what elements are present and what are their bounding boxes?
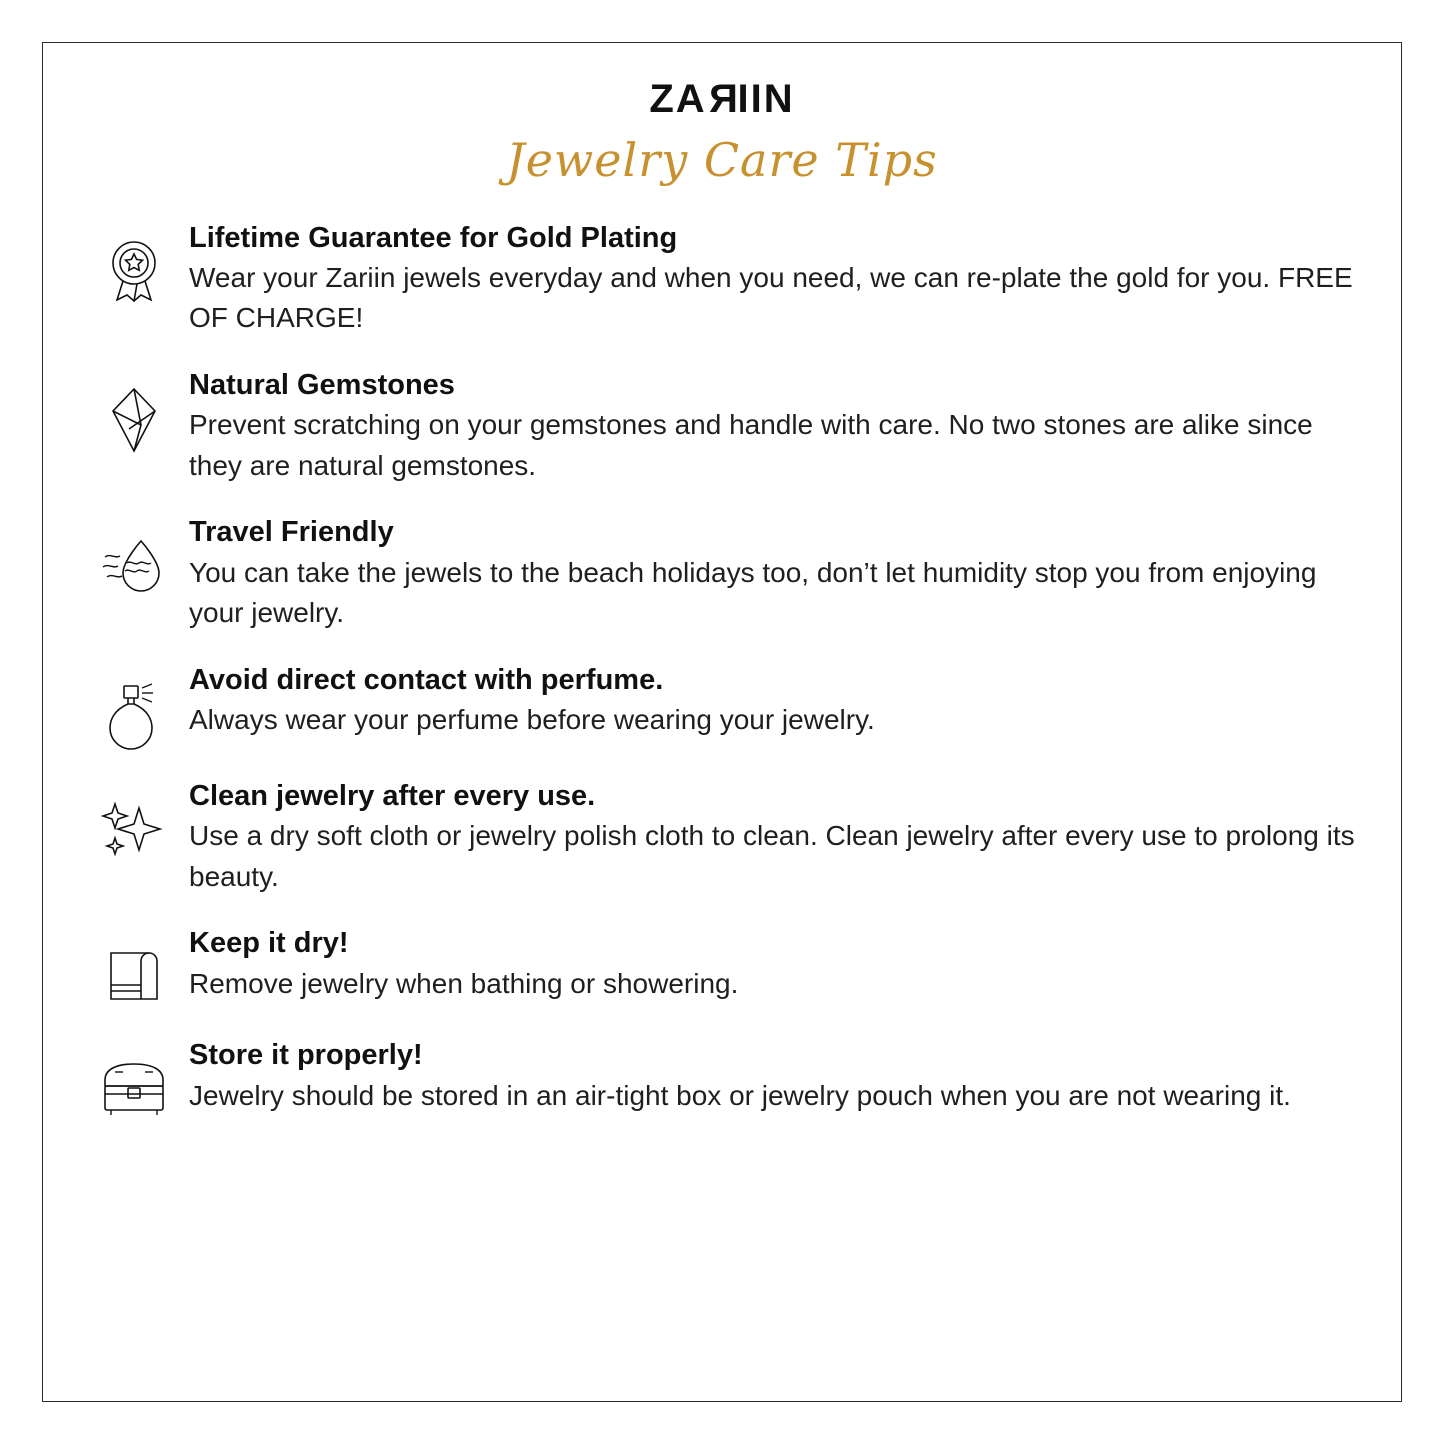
care-tips-card bbox=[42, 42, 1402, 1402]
tip-title: Lifetime Guarantee for Gold Plating bbox=[189, 221, 678, 254]
tips-list bbox=[43, 220, 1401, 1122]
tip-title: Clean jewelry after every use. bbox=[189, 779, 596, 812]
list-item bbox=[79, 778, 1377, 897]
tip-text: Prevent scratching on your gemstones and handle with care. No two stones are alike since they are natural gemstones. bbox=[189, 409, 1313, 481]
page-title: Jewelry Care Tips bbox=[506, 133, 938, 187]
list-item-body bbox=[189, 1037, 1377, 1116]
list-item bbox=[79, 220, 1377, 339]
tip-text: Use a dry soft cloth or jewelry polish cloth to clean. Clean jewelry after every use to prolong its beauty. bbox=[189, 820, 1355, 892]
list-item-body bbox=[189, 662, 1377, 741]
tip-text: Wear your Zariin jewels everyday and when you need, we can re-plate the gold for you. FREE OF CHARGE! bbox=[189, 261, 1353, 334]
gemstone-icon bbox=[79, 367, 189, 455]
list-item bbox=[79, 1037, 1377, 1121]
tip-text: You can take the jewels to the beach holidays too, don’t let humidity stop you from enjoying your jewelry. bbox=[189, 556, 1317, 629]
perfume-bottle-icon bbox=[79, 662, 189, 750]
tip-title: Travel Friendly bbox=[189, 516, 394, 549]
list-item bbox=[79, 925, 1377, 1009]
list-item-body bbox=[189, 925, 1377, 1004]
tip-text: Jewelry should be stored in an air-tight box or jewelry pouch when you are not wearing it. bbox=[189, 1079, 1291, 1111]
tip-title: Avoid direct contact with perfume. bbox=[189, 663, 664, 696]
towel-icon bbox=[79, 925, 189, 1009]
list-item-body bbox=[189, 514, 1377, 633]
tip-title: Keep it dry! bbox=[189, 927, 349, 960]
jewelry-box-icon bbox=[79, 1037, 189, 1121]
list-item bbox=[79, 367, 1377, 486]
award-badge-icon bbox=[79, 220, 189, 304]
list-item bbox=[79, 662, 1377, 750]
list-item bbox=[79, 514, 1377, 633]
tip-text: Remove jewelry when bathing or showering. bbox=[189, 967, 739, 999]
tip-title: Natural Gemstones bbox=[189, 369, 455, 402]
list-item-body bbox=[189, 220, 1377, 339]
tip-text: Always wear your perfume before wearing your jewelry. bbox=[189, 704, 875, 736]
brand-logo bbox=[43, 79, 1401, 119]
water-drop-icon bbox=[79, 514, 189, 598]
sparkle-icon bbox=[79, 778, 189, 862]
list-item-body bbox=[189, 778, 1377, 897]
list-item-body bbox=[189, 367, 1377, 486]
brand-logo-r-mirrored: R bbox=[706, 77, 738, 121]
brand-logo-iin: IIN bbox=[737, 77, 795, 121]
brand-logo-za: ZA bbox=[649, 77, 707, 121]
tip-title: Store it properly! bbox=[189, 1039, 423, 1072]
